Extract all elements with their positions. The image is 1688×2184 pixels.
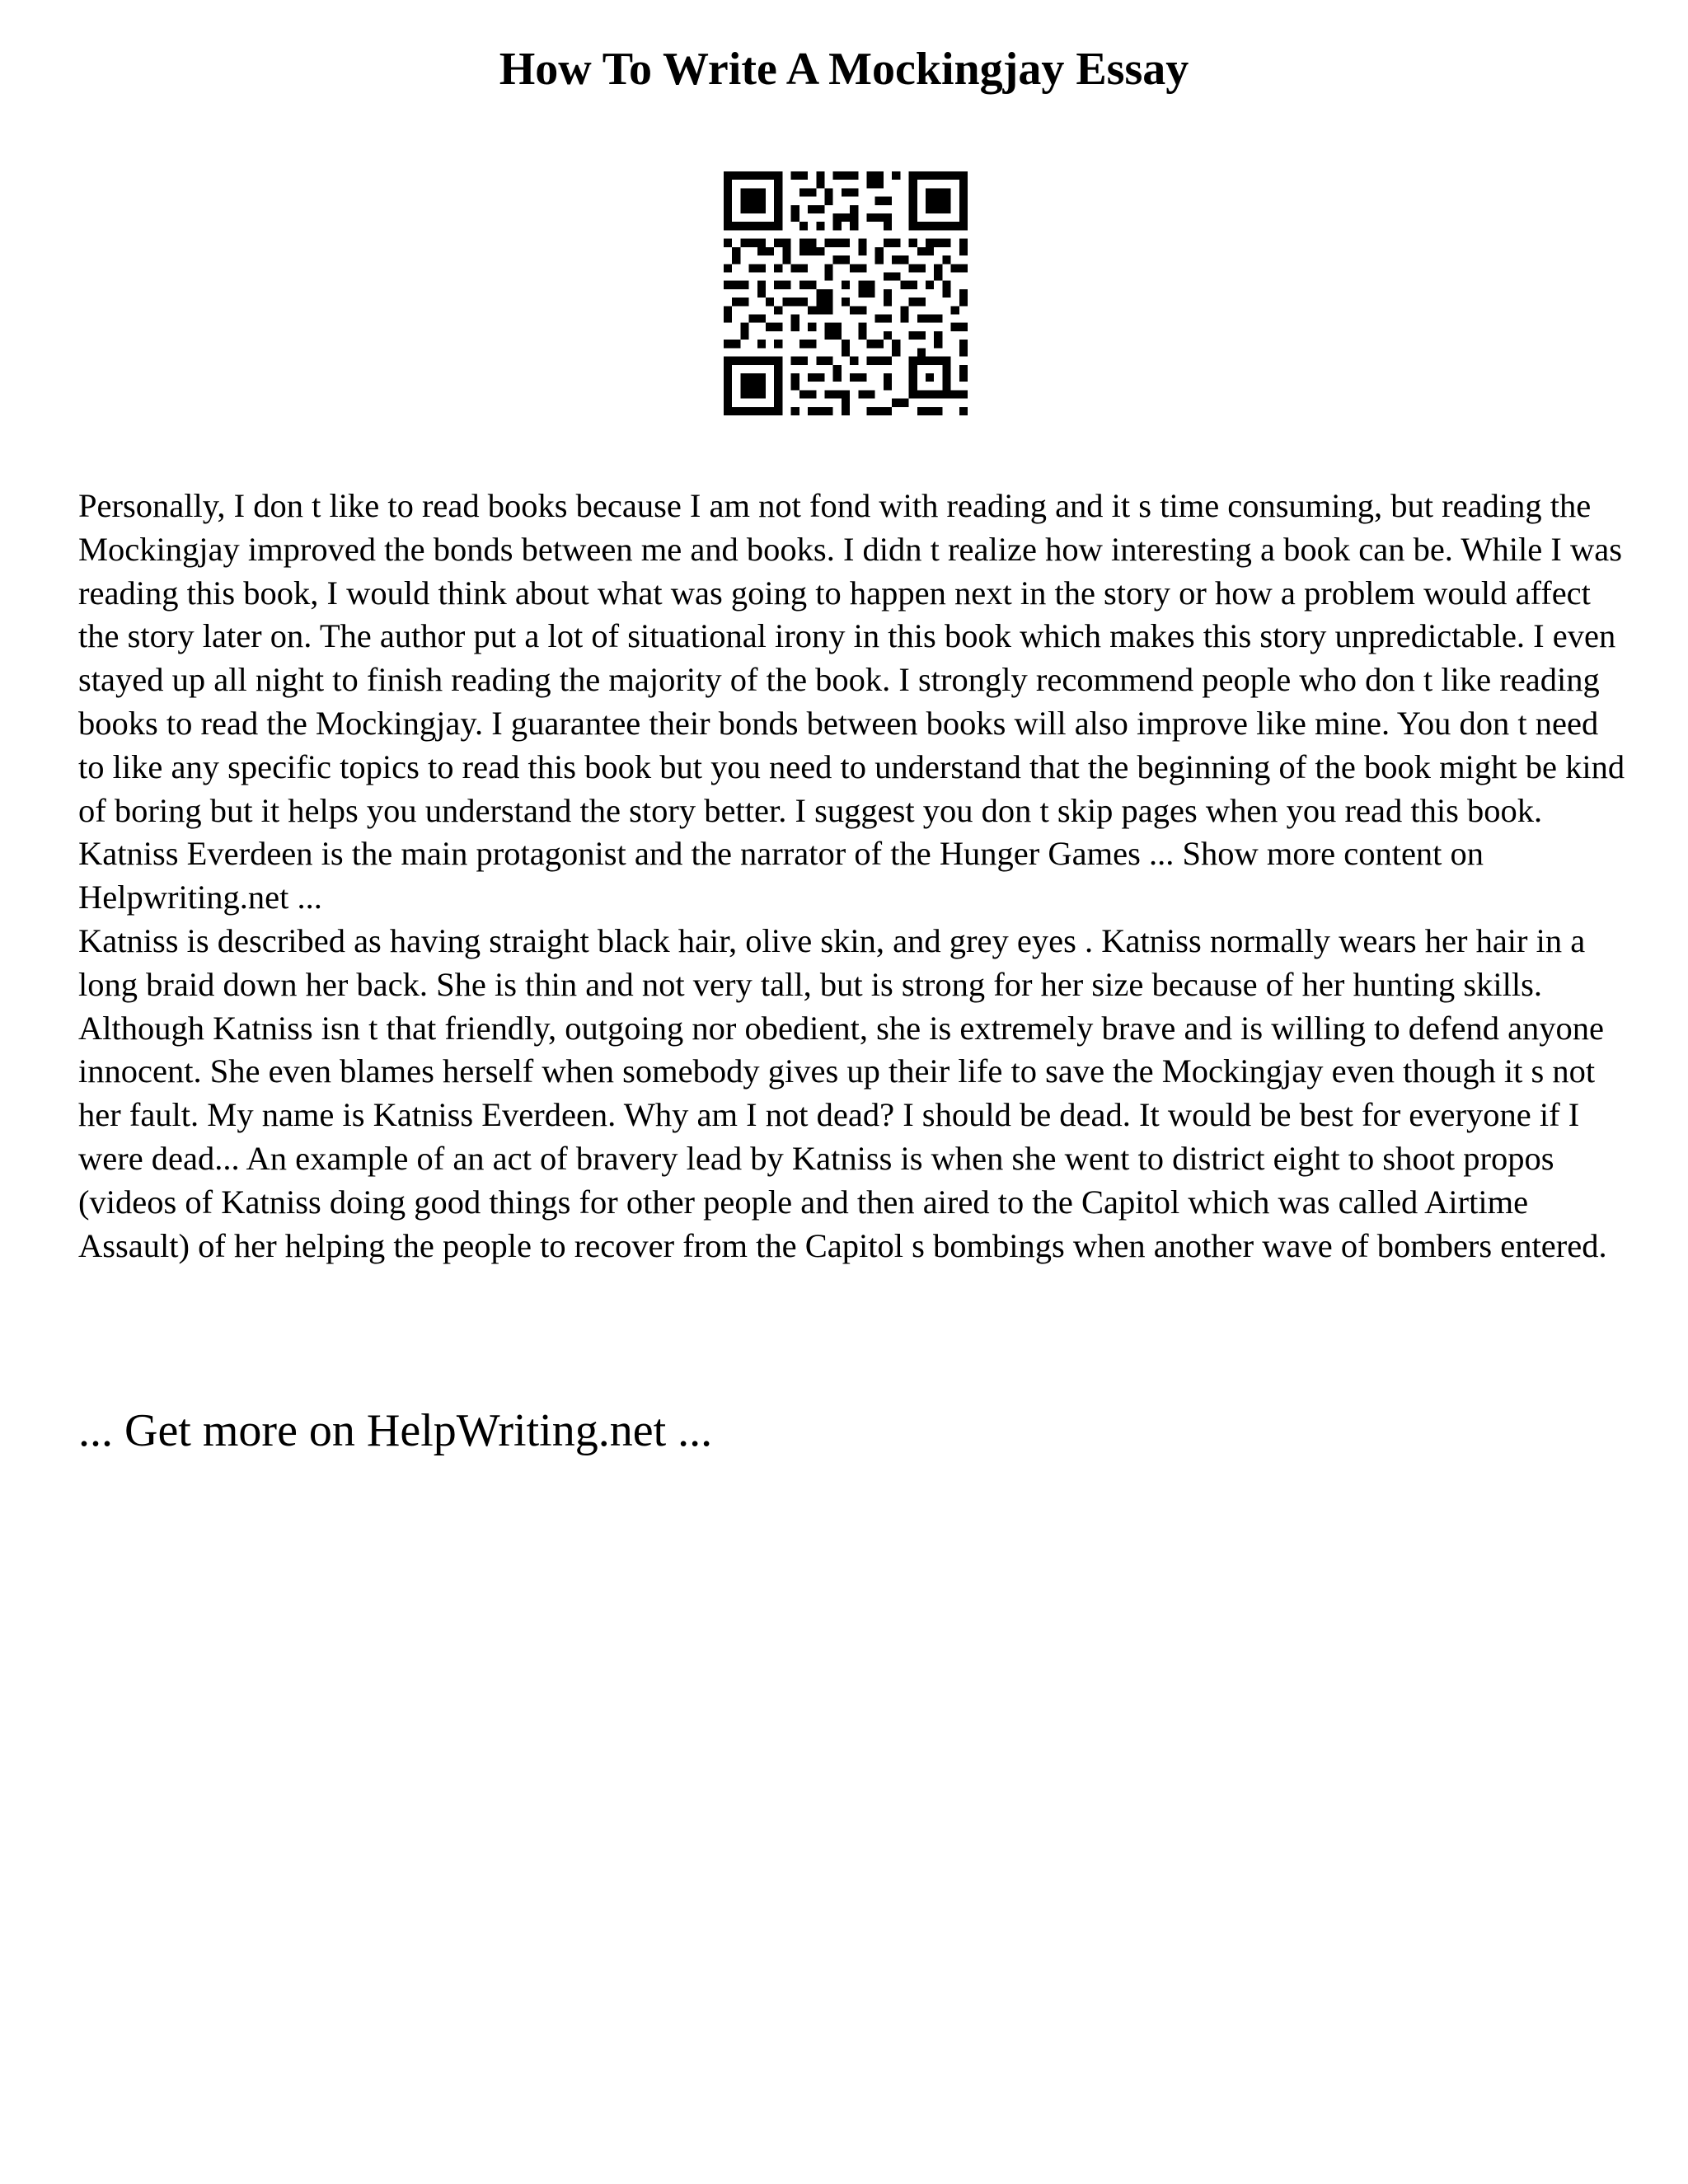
essay-paragraph: Katniss is described as having straight black hair, olive skin, and grey eyes . Katniss normally wears her hair in a long braid down her back. She is thin and not very tall, but is strong for her size because of her hunting skills. Although Katniss isn t that friendly, outgoing nor obedient, she is extremely brave and is willing to defend anyone innocent. She even blames herself when somebody gives up their life to save the Mockingjay even though it s not her fault. My name is Katniss Everdeen. Why am I not dead? I should be dead. It would be best for everyone if I were dead... An example of an act of bravery lead by Katniss is when she went to district eight to shoot propos (videos of Katniss doing good things for other people and then aired to the Capitol which was called Airtime Assault) of her helping the people to recover from the Capitol s bombings when another wave of bombers entered.: [78, 921, 1607, 1264]
get-more-link[interactable]: ... Get more on HelpWriting.net ...: [78, 1405, 713, 1456]
essay-paragraph: Personally, I don t like to read books because I am not fond with reading and it s time consuming, but reading the Mockingjay improved the bonds between me and books. I didn t realize how interesting a book can be. While I was reading this book, I would think about what was going to happen next in the story or how a problem would affect the story later on. The author put a lot of situational irony in this book which makes this story unpredictable. I even stayed up all night to finish reading the majority of the book. I strongly recommend people who don t like reading books to read the Mockingjay. I guarantee their bonds between books will also improve like mine. You don t need to like any specific topics to read this book but you need to understand that the beginning of the book might be kind of boring but it helps you understand the story better. I suggest you don t skip pages when you read this book. Katniss Everdeen is the main protagonist and the narrator of the Hunger Games ... Show more content on Helpwriting.net ...: [78, 487, 1625, 916]
essay-body: [78, 485, 1628, 1268]
qr-code-icon: [724, 171, 968, 415]
page-title: How To Write A Mockingjay Essay: [499, 44, 1189, 95]
